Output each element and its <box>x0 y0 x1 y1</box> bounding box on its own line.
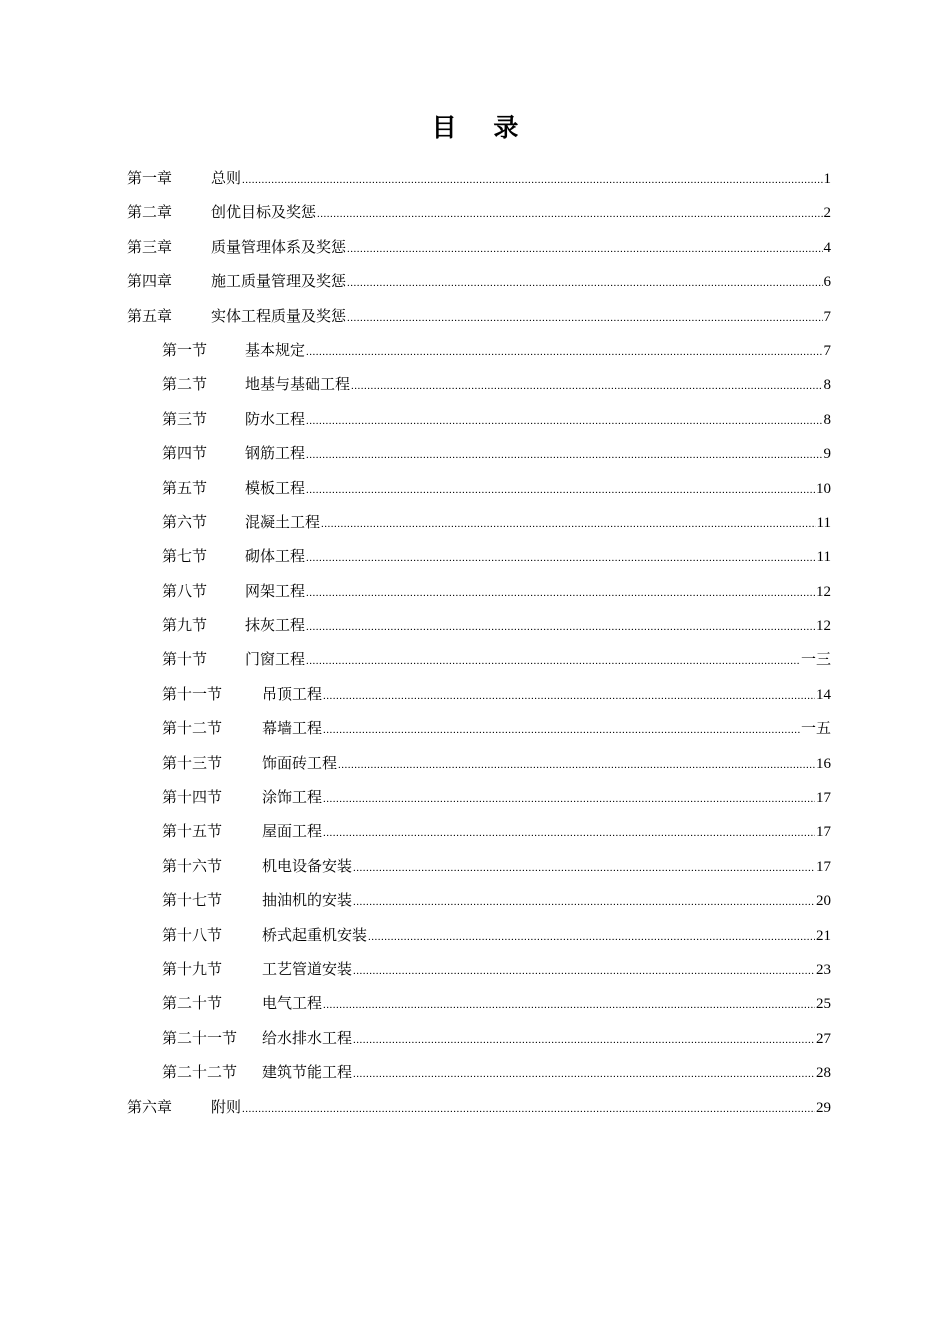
toc-entry-number: 第二十二节 <box>162 1063 238 1082</box>
toc-entry-title: 抽油机的安装 <box>262 891 353 910</box>
toc-dot-leader <box>306 438 822 470</box>
toc-page-number: 11 <box>816 514 831 531</box>
toc-page-number: 2 <box>823 205 831 222</box>
toc-section-entry[interactable] <box>127 711 831 745</box>
toc-entry-number: 第十二节 <box>162 719 223 738</box>
toc-entry-number: 第十八节 <box>162 925 223 944</box>
toc-entry-title: 工艺管道安装 <box>262 959 353 978</box>
toc-entry-title: 涂饰工程 <box>262 788 323 807</box>
toc-section-entry[interactable] <box>127 1021 831 1055</box>
toc-chapter-entry[interactable] <box>127 1090 831 1124</box>
toc-dot-leader <box>306 473 815 505</box>
toc-dot-leader <box>353 1023 815 1055</box>
toc-entry-number: 第十一节 <box>162 684 223 703</box>
toc-dot-leader <box>347 301 822 333</box>
toc-entry-number: 第一节 <box>162 340 208 359</box>
toc-page-number: 4 <box>823 239 831 256</box>
toc-entry-number: 第十节 <box>162 650 208 669</box>
toc-page-number: 29 <box>816 1099 831 1116</box>
toc-chapter-entry[interactable] <box>127 264 831 298</box>
toc-entry-title: 创优目标及奖惩 <box>211 203 317 222</box>
toc-section-entry[interactable] <box>127 952 831 986</box>
toc-dot-leader <box>368 920 815 952</box>
toc-entry-number: 第二十一节 <box>162 1028 238 1047</box>
toc-entry-title: 给水排水工程 <box>262 1028 353 1047</box>
toc-dot-leader <box>353 851 815 883</box>
toc-dot-leader <box>306 610 815 642</box>
toc-page-number: 6 <box>823 274 831 291</box>
toc-section-entry[interactable] <box>127 505 831 539</box>
toc-page-number: 14 <box>816 686 831 703</box>
toc-entry-title: 网架工程 <box>245 581 306 600</box>
toc-entry-number: 第十七节 <box>162 891 223 910</box>
toc-section-entry[interactable] <box>127 574 831 608</box>
toc-entry-title: 地基与基础工程 <box>245 375 351 394</box>
toc-chapter-entry[interactable] <box>127 161 831 195</box>
toc-section-entry[interactable] <box>127 918 831 952</box>
toc-page-number: 7 <box>823 342 831 359</box>
toc-entry-number: 第十五节 <box>162 822 223 841</box>
toc-page-number: 28 <box>816 1065 831 1082</box>
toc-entry-title: 基本规定 <box>245 340 306 359</box>
toc-section-entry[interactable] <box>127 608 831 642</box>
toc-entry-title: 防水工程 <box>245 409 306 428</box>
toc-section-entry[interactable] <box>127 986 831 1020</box>
toc-page-number: 一三 <box>800 652 831 669</box>
toc-section-entry[interactable] <box>127 814 831 848</box>
toc-chapter-entry[interactable] <box>127 230 831 264</box>
toc-entry-number: 第十九节 <box>162 959 223 978</box>
toc-entry-title: 门窗工程 <box>245 650 306 669</box>
toc-page-number: 20 <box>816 893 831 910</box>
toc-dot-leader <box>306 541 816 573</box>
toc-section-entry[interactable] <box>127 436 831 470</box>
toc-entry-number: 第一章 <box>127 169 173 187</box>
toc-section-entry[interactable] <box>127 367 831 401</box>
toc-entry-title: 抹灰工程 <box>245 616 306 635</box>
toc-section-entry[interactable] <box>127 883 831 917</box>
toc-dot-leader <box>338 748 815 780</box>
toc-entry-number: 第三节 <box>162 409 208 428</box>
toc-page-number: 27 <box>816 1030 831 1047</box>
toc-section-entry[interactable] <box>127 333 831 367</box>
toc-section-entry[interactable] <box>127 849 831 883</box>
toc-entry-number: 第五节 <box>162 478 208 497</box>
toc-entry-number: 第四章 <box>127 272 173 291</box>
toc-dot-leader <box>306 644 800 676</box>
toc-entry-title: 建筑节能工程 <box>262 1063 353 1082</box>
toc-dot-leader <box>347 266 822 298</box>
toc-entry-title: 模板工程 <box>245 478 306 497</box>
toc-entry-title: 砌体工程 <box>245 547 306 566</box>
toc-entry-title: 饰面砖工程 <box>262 753 338 772</box>
toc-page-number: 12 <box>816 618 831 635</box>
toc-page-number: 9 <box>823 446 831 463</box>
toc-page-number: 25 <box>816 996 831 1013</box>
toc-entry-title: 屋面工程 <box>262 822 323 841</box>
toc-entry-number: 第十四节 <box>162 788 223 807</box>
toc-entry-title: 质量管理体系及奖惩 <box>211 237 347 256</box>
toc-entry-number: 第七节 <box>162 547 208 566</box>
toc-entry-title: 幕墙工程 <box>262 719 323 738</box>
toc-entry-title: 附则 <box>211 1097 242 1116</box>
toc-dot-leader <box>323 679 815 711</box>
toc-page-number: 8 <box>823 411 831 428</box>
toc-section-entry[interactable] <box>127 1055 831 1089</box>
toc-page-number: 17 <box>816 790 831 807</box>
toc-entry-number: 第十六节 <box>162 856 223 875</box>
toc-dot-leader <box>306 404 822 436</box>
toc-dot-leader <box>323 816 815 848</box>
toc-page-number: 23 <box>816 961 831 978</box>
toc-section-entry[interactable] <box>127 677 831 711</box>
toc-dot-leader <box>321 507 816 539</box>
toc-dot-leader <box>323 713 800 745</box>
toc-chapter-entry[interactable] <box>127 195 831 229</box>
toc-section-entry[interactable] <box>127 471 831 505</box>
toc-dot-leader <box>317 197 822 229</box>
toc-section-entry[interactable] <box>127 402 831 436</box>
toc-entry-title: 桥式起重机安装 <box>262 925 368 944</box>
toc-entry-number: 第二十节 <box>162 994 223 1013</box>
toc-section-entry[interactable] <box>127 746 831 780</box>
toc-entry-title: 总则 <box>211 169 242 187</box>
toc-page-number: 12 <box>816 583 831 600</box>
toc-entry-number: 第十三节 <box>162 753 223 772</box>
toc-entry-title: 机电设备安装 <box>262 856 353 875</box>
toc-entry-number: 第六章 <box>127 1097 173 1116</box>
toc-page-number: 17 <box>816 858 831 875</box>
toc-entry-number: 第八节 <box>162 581 208 600</box>
toc-dot-leader <box>353 885 815 917</box>
toc-chapter-entry[interactable] <box>127 299 831 333</box>
toc-dot-leader <box>306 576 815 608</box>
toc-entry-number: 第五章 <box>127 306 173 325</box>
toc-page-number: 16 <box>816 755 831 772</box>
table-of-contents <box>127 161 831 1124</box>
toc-entry-title: 钢筋工程 <box>245 444 306 463</box>
toc-entry-title: 混凝土工程 <box>245 512 321 531</box>
toc-page-number: 10 <box>816 480 831 497</box>
toc-entry-number: 第六节 <box>162 512 208 531</box>
toc-title: 目 录 <box>431 113 533 142</box>
toc-page-number: 7 <box>823 308 831 325</box>
toc-page-number: 1 <box>823 171 831 187</box>
toc-entry-title: 电气工程 <box>262 994 323 1013</box>
toc-entry-title: 施工质量管理及奖惩 <box>211 272 347 291</box>
toc-section-entry[interactable] <box>127 539 831 573</box>
toc-dot-leader <box>306 335 822 367</box>
toc-dot-leader <box>353 1057 815 1089</box>
toc-entry-number: 第二节 <box>162 375 208 394</box>
toc-entry-number: 第三章 <box>127 237 173 256</box>
toc-entry-number: 第四节 <box>162 444 208 463</box>
toc-entry-number: 第二章 <box>127 203 173 222</box>
toc-dot-leader <box>323 988 815 1020</box>
toc-page-number: 一五 <box>800 721 831 738</box>
toc-dot-leader <box>351 369 822 401</box>
toc-entry-title: 实体工程质量及奖惩 <box>211 306 347 325</box>
toc-dot-leader <box>323 782 815 814</box>
toc-entry-number: 第九节 <box>162 616 208 635</box>
toc-dot-leader <box>242 1092 815 1124</box>
toc-dot-leader <box>347 232 822 264</box>
toc-section-entry[interactable] <box>127 642 831 676</box>
toc-page-number: 21 <box>816 927 831 944</box>
toc-dot-leader <box>353 954 815 986</box>
toc-section-entry[interactable] <box>127 780 831 814</box>
toc-dot-leader <box>242 163 822 195</box>
toc-page-number: 11 <box>816 549 831 566</box>
toc-entry-title: 吊顶工程 <box>262 684 323 703</box>
toc-page-number: 8 <box>823 377 831 394</box>
toc-page-number: 17 <box>816 824 831 841</box>
